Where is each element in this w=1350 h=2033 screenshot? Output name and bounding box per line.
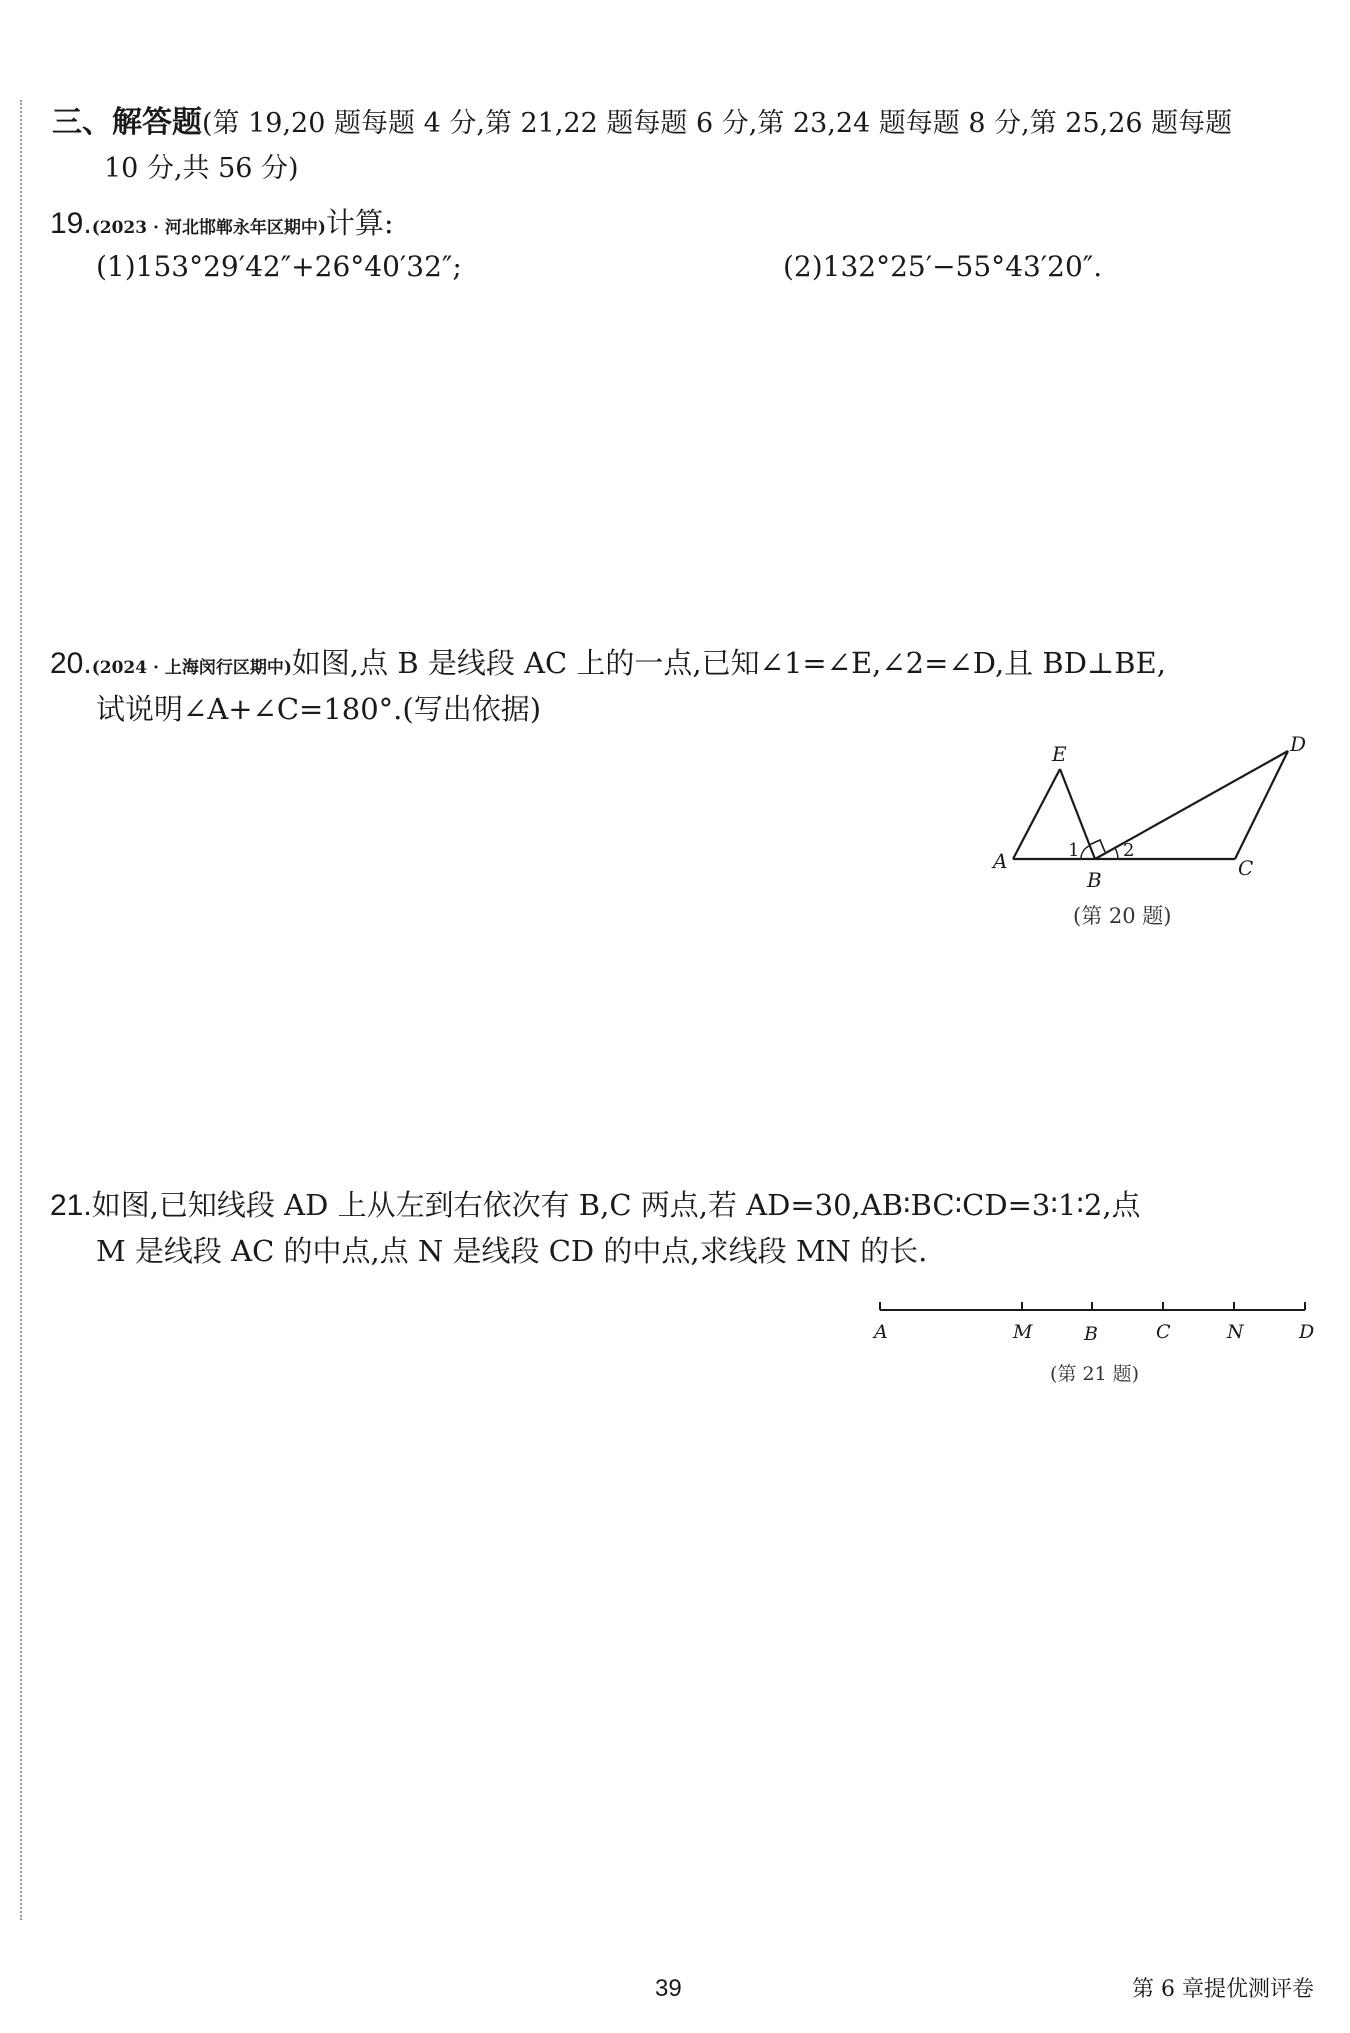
question-19-number: 19.: [50, 207, 92, 240]
question-21-line-1: [50, 1182, 1141, 1233]
segment-AE: [1013, 769, 1060, 859]
question-21-text-2: M 是线段 AC 的中点,点 N 是线段 CD 的中点,求线段 MN 的长.: [96, 1234, 928, 1268]
binding-margin-line: [20, 100, 22, 1920]
chapter-title: 第 6 章提优测评卷: [1132, 1977, 1314, 2002]
question-20-figure: [985, 735, 1310, 935]
question-20-line-1: [50, 640, 1166, 691]
angle-2-arc: [1115, 848, 1118, 859]
label-A: A: [993, 849, 1008, 873]
label-D: D: [1290, 735, 1307, 756]
point-label-B: B: [1084, 1323, 1098, 1345]
question-20-text-1: 如图,点 B 是线段 AC 上的一点,已知∠1=∠E,∠2=∠D,且 BD⊥BE,: [291, 646, 1166, 680]
angle-1-arc: [1081, 846, 1089, 859]
point-label-A: A: [874, 1321, 888, 1343]
question-21-figure: [870, 1290, 1320, 1390]
question-20-figure-caption: (第 20 题): [1073, 904, 1172, 928]
label-E: E: [1052, 742, 1067, 766]
segment-DC: [1235, 751, 1288, 859]
question-19-part-1: (1)153°29′42″+26°40′32″;: [96, 250, 462, 283]
section-heading: [52, 100, 1232, 147]
section-scoring-note: (第 19,20 题每题 4 分,第 21,22 题每题 6 分,第 23,24 题每题 8 分,第 25,26 题每题: [202, 108, 1233, 139]
question-21-text-1: 如图,已知线段 AD 上从左到右依次有 B,C 两点,若 AD=30,AB∶BC∶CD=3∶1∶2,点: [91, 1188, 1141, 1222]
label-angle-1: 1: [1068, 840, 1080, 861]
point-label-M: M: [1013, 1321, 1033, 1343]
label-C: C: [1238, 856, 1254, 880]
point-label-C: C: [1156, 1321, 1171, 1343]
point-label-N: N: [1227, 1321, 1244, 1343]
page-number: 39: [655, 1975, 682, 2002]
question-20-text-2: 试说明∠A+∠C=180°.(写出依据): [96, 692, 542, 726]
section-scoring-note-continued: 10 分,共 56 分): [104, 153, 299, 184]
question-20-source: (2024 · 上海闵行区期中): [91, 658, 292, 678]
question-21-figure-caption: (第 21 题): [1050, 1363, 1140, 1385]
question-19-source: (2023 · 河北邯郸永年区期中): [91, 218, 326, 238]
question-21-number: 21.: [50, 1189, 92, 1222]
question-20-number: 20.: [50, 647, 92, 680]
label-angle-2: 2: [1123, 840, 1135, 861]
label-B: B: [1087, 868, 1102, 892]
question-19-prompt: 计算:: [325, 206, 394, 240]
point-label-D: D: [1299, 1321, 1315, 1343]
section-title: 三、解答题: [52, 105, 202, 140]
question-19-header: [50, 200, 394, 251]
question-19-part-2: (2)132°25′−55°43′20″.: [783, 250, 1103, 283]
